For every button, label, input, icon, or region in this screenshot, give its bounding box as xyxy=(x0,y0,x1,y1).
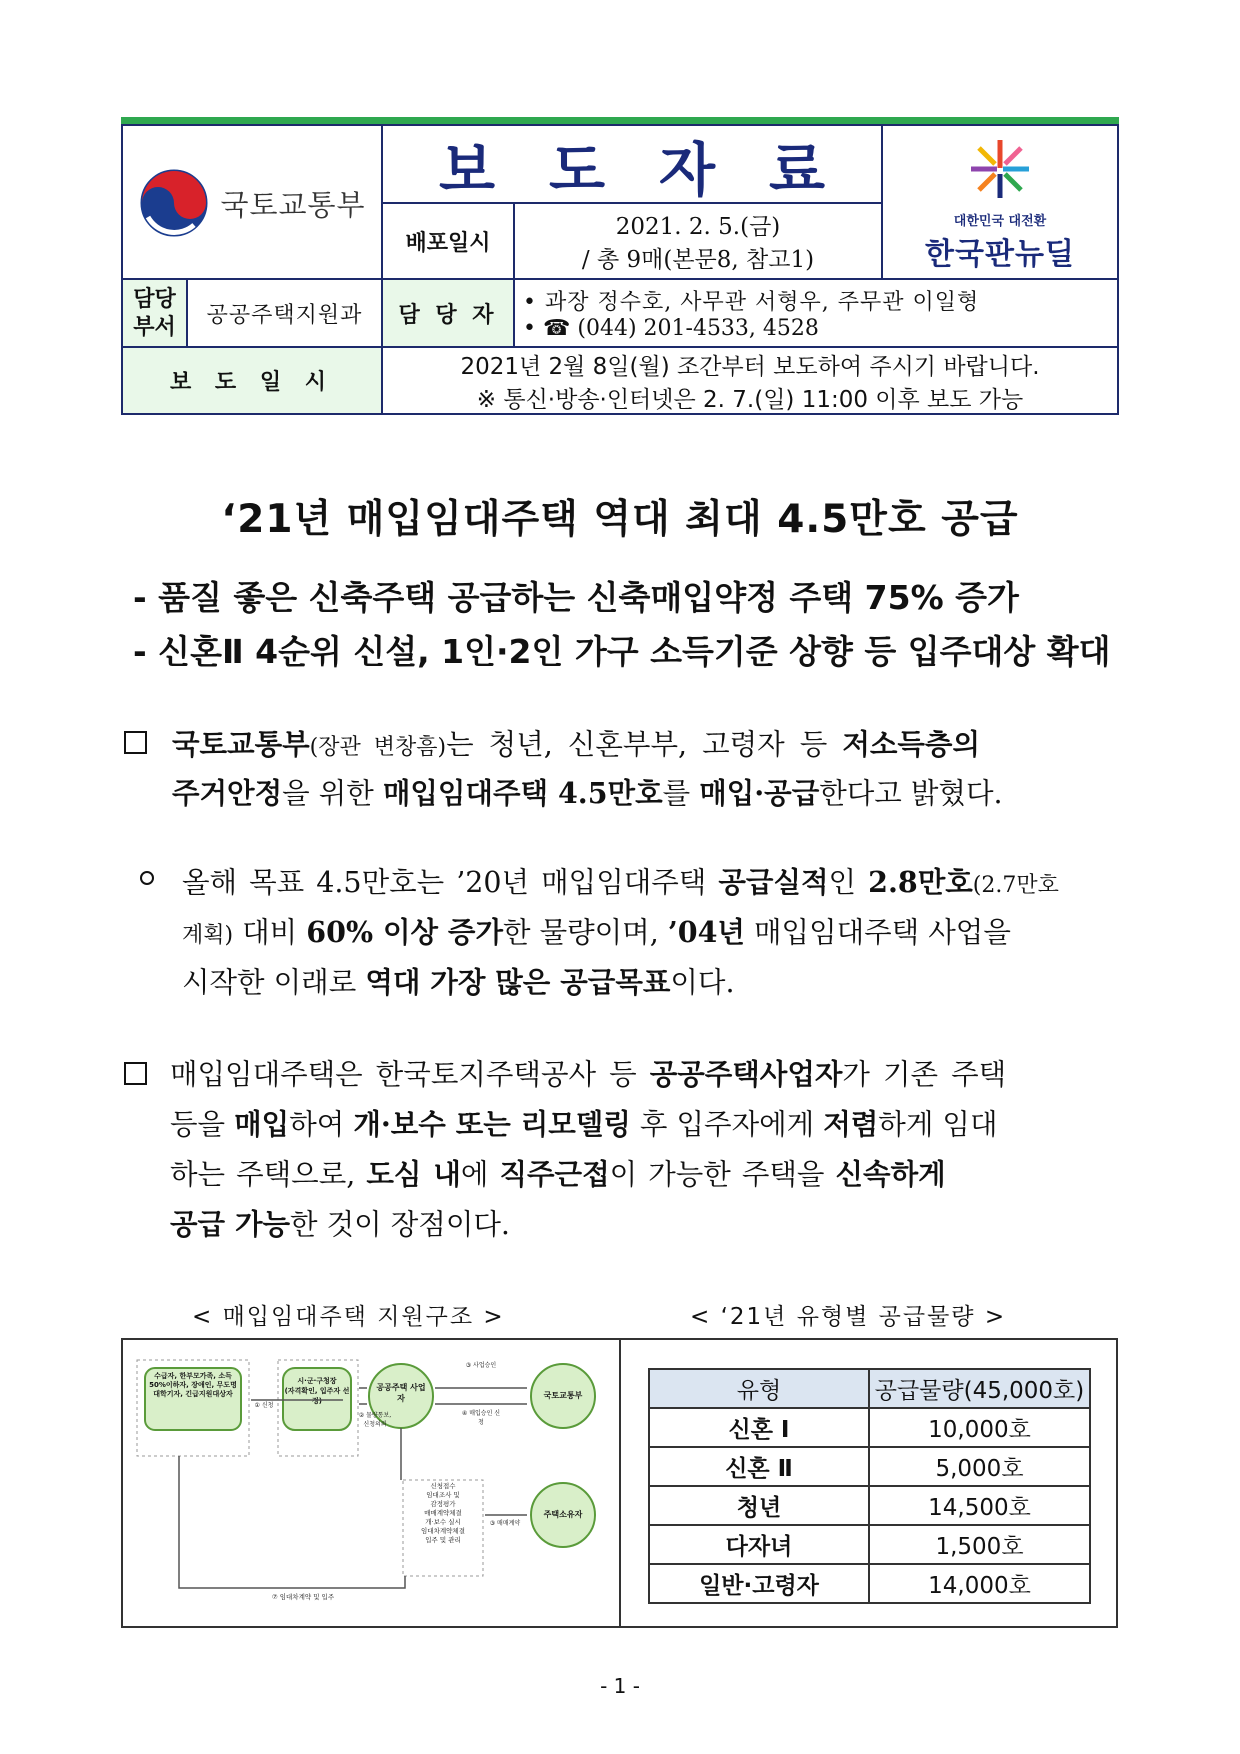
headline-subtitle-2: - 신혼Ⅱ 4순위 신설, 1인·2인 가구 소득기준 상향 등 입주대상 확대 xyxy=(133,632,1111,671)
text-bold: ’04년 xyxy=(667,915,745,949)
row-amount: 14,000호 xyxy=(869,1564,1090,1603)
dept-label-cell xyxy=(123,280,186,346)
release-date-cell xyxy=(515,204,881,278)
text: 하여 xyxy=(289,1108,354,1141)
text: 한다고 밝혔다. xyxy=(819,777,1003,810)
contact-label: 담 당 자 xyxy=(398,301,498,328)
contact-phone: • ☎ (044) 201-4533, 4528 xyxy=(523,316,819,341)
page-count: / 총 9매(본문8, 참고1) xyxy=(581,247,815,273)
row-type: 신혼 Ⅰ xyxy=(649,1408,869,1447)
label-lease-moving: ⑦ 임대차계약 및 입주 xyxy=(271,1593,335,1601)
ministry-circle-text: 국토교통부 xyxy=(543,1391,583,1400)
text: 이다. xyxy=(670,966,735,999)
paragraph-3-line-1 xyxy=(170,1052,1006,1093)
table-row xyxy=(649,1408,1090,1447)
label-notice: ② 물량통보, 신청의뢰 xyxy=(358,1412,392,1428)
supply-by-type-table xyxy=(648,1368,1091,1604)
text-bold: 개·보수 또는 리모델링 xyxy=(353,1107,631,1141)
text-bold: 60% 이상 증가 xyxy=(306,915,503,949)
text-bold: 주거안정 xyxy=(172,776,283,810)
release-date-label-cell xyxy=(383,204,513,278)
diagram-caption: < 매입임대주택 지원구조 > xyxy=(192,1304,505,1330)
text: 매입임대주택은 한국토지주택공사 등 xyxy=(170,1058,650,1091)
text-bold: 공급 가능 xyxy=(170,1207,291,1241)
korean-new-deal-logo xyxy=(883,128,1117,278)
paragraph-3-line-2 xyxy=(170,1102,997,1143)
text: 매입임대주택 사업을 xyxy=(744,916,1011,949)
table-row xyxy=(649,1447,1090,1486)
row-amount: 5,000호 xyxy=(869,1447,1090,1486)
header-type: 유형 xyxy=(649,1369,869,1408)
press-release-title: 보도자료 xyxy=(438,136,880,204)
text: 에 xyxy=(460,1158,500,1191)
text: 등을 xyxy=(170,1108,235,1141)
text-bold: 저소득층의 xyxy=(842,727,980,761)
embargo-cell xyxy=(383,348,1117,413)
text: 하는 주택으로, xyxy=(170,1158,367,1191)
text: 후 입주자에게 xyxy=(630,1108,824,1141)
ministry-name: 국토교통부 xyxy=(220,187,366,222)
table-caption: < ‘21년 유형별 공급물량 > xyxy=(690,1304,1007,1330)
table-row xyxy=(649,1525,1090,1564)
text-bold: 도심 내 xyxy=(366,1157,461,1191)
embargo-label: 보 도 일 시 xyxy=(170,369,334,395)
section-box-bullet xyxy=(124,731,147,754)
text-bold: 국토교통부 xyxy=(172,727,310,761)
text: 올해 목표 4.5만호는 ’20년 매입임대주택 xyxy=(182,866,719,899)
taegeuk-emblem-icon xyxy=(138,167,210,239)
label-contract: ③ 매매계약 xyxy=(489,1520,521,1527)
embargo-label-cell xyxy=(123,348,381,413)
text: 계획) xyxy=(182,923,234,948)
text-bold: 역대 가장 많은 공급목표 xyxy=(365,965,671,999)
headline-subtitle-1: - 품질 좋은 신축주택 공급하는 신축매입약정 주택 75% 증가 xyxy=(133,578,1019,617)
paragraph-2-line-1 xyxy=(182,860,1059,901)
table-row xyxy=(649,1486,1090,1525)
dept-name: 공공주택지원과 xyxy=(206,302,363,328)
paragraph-3-line-3 xyxy=(170,1152,946,1193)
contact-label-cell xyxy=(383,280,513,346)
text: (장관 변창흠) xyxy=(309,735,447,760)
text: 이 가능한 주택을 xyxy=(609,1158,836,1191)
label-approval: ③ 사업승인 xyxy=(465,1362,497,1369)
brand-big-text: 한국판뉴딜 xyxy=(925,236,1075,272)
text: 한 물량이며, xyxy=(503,916,668,949)
circle-bullet xyxy=(140,871,154,885)
new-deal-star-icon xyxy=(965,134,1035,204)
row-type: 다자녀 xyxy=(649,1525,869,1564)
text: 한 것이 장점이다. xyxy=(290,1208,510,1241)
brand-small-text: 대한민국 대전환 xyxy=(953,213,1047,229)
text-bold: 저렴 xyxy=(823,1107,879,1141)
paragraph-3-line-4 xyxy=(170,1202,510,1243)
text-bold: 공급실적 xyxy=(718,865,829,899)
text-bold: 매입임대주택 4.5만호 xyxy=(382,776,663,810)
figure-divider xyxy=(619,1338,621,1628)
text: 을 위한 xyxy=(282,777,383,810)
local-gov-text: 시·군·구청장 (자격확인, 입주자 선정) xyxy=(284,1377,350,1405)
paragraph-2-line-2 xyxy=(182,910,1011,951)
embargo-note: ※ 통신·방송·인터넷은 2. 7.(일) 11:00 이후 보도 가능 xyxy=(476,386,1024,413)
operator-text: 공공주택 사업자 xyxy=(376,1383,426,1403)
embargo-text: 2021년 2월 8일(월) 조간부터 보도하여 주시기 바랍니다. xyxy=(460,353,1040,380)
paragraph-2-line-3 xyxy=(182,960,735,1001)
row-type: 일반·고령자 xyxy=(649,1564,869,1603)
table-row xyxy=(649,1564,1090,1603)
text: 는 청년, 신혼부부, 고령자 등 xyxy=(446,728,843,761)
paragraph-1-line-1 xyxy=(172,722,980,763)
text: 대비 xyxy=(233,916,307,949)
row-type: 청년 xyxy=(649,1486,869,1525)
text-bold: 공공주택사업자 xyxy=(649,1057,843,1091)
text-bold: 매입 xyxy=(234,1107,290,1141)
row-amount: 14,500호 xyxy=(869,1486,1090,1525)
label-apply: ① 신청 xyxy=(254,1402,274,1409)
release-date-label: 배포일시 xyxy=(405,229,491,256)
row-amount: 1,500호 xyxy=(869,1525,1090,1564)
ministry-logo xyxy=(123,128,381,278)
text: 하게 임대 xyxy=(878,1108,998,1141)
press-release-title-cell xyxy=(383,128,881,202)
page-number: - 1 - xyxy=(600,1674,640,1698)
row-type: 신혼 Ⅱ xyxy=(649,1447,869,1486)
text: (2.7만호 xyxy=(972,873,1059,898)
contact-names: • 과장 정수호, 사무관 서형우, 주무관 이일형 xyxy=(523,290,980,315)
section-box-bullet xyxy=(124,1062,147,1085)
table-header-row xyxy=(649,1369,1090,1408)
label-purchase-apply: ④ 매입승인 신청 xyxy=(461,1410,501,1426)
support-structure-diagram xyxy=(123,1340,619,1626)
eligible-tenants-text: 수급자, 한부모가족, 소득 50%이하자, 장애인, 무도명대학기자, 긴급지원대상자 xyxy=(149,1372,237,1398)
house-owner-text: 주택소유자 xyxy=(543,1510,583,1519)
text: 인 xyxy=(828,866,869,899)
text: 가 기존 주택 xyxy=(842,1058,1007,1091)
text: 를 xyxy=(662,777,700,810)
headline-title: ‘21년 매입임대주택 역대 최대 4.5만호 공급 xyxy=(221,497,1019,542)
text-bold: 신속하게 xyxy=(835,1157,946,1191)
text-bold: 매입·공급 xyxy=(699,776,820,810)
text-bold: 2.8만호 xyxy=(868,865,973,899)
text-bold: 직주근접 xyxy=(499,1157,610,1191)
header-amount: 공급물량(45,000호) xyxy=(869,1369,1090,1408)
paragraph-1-line-2 xyxy=(172,771,1003,812)
dept-label: 담당 부서 xyxy=(133,286,176,340)
contact-cell xyxy=(515,280,1117,346)
text: 시작한 이래로 xyxy=(182,966,366,999)
dept-name-cell xyxy=(188,280,381,346)
release-date: 2021. 2. 5.(금) xyxy=(615,214,781,240)
row-amount: 10,000호 xyxy=(869,1408,1090,1447)
process-steps-text: 신청접수 임대조사 및 감정평가 매매계약체결 개·보수 실시 임대차계약체결 입주 및 관리 xyxy=(421,1482,465,1544)
